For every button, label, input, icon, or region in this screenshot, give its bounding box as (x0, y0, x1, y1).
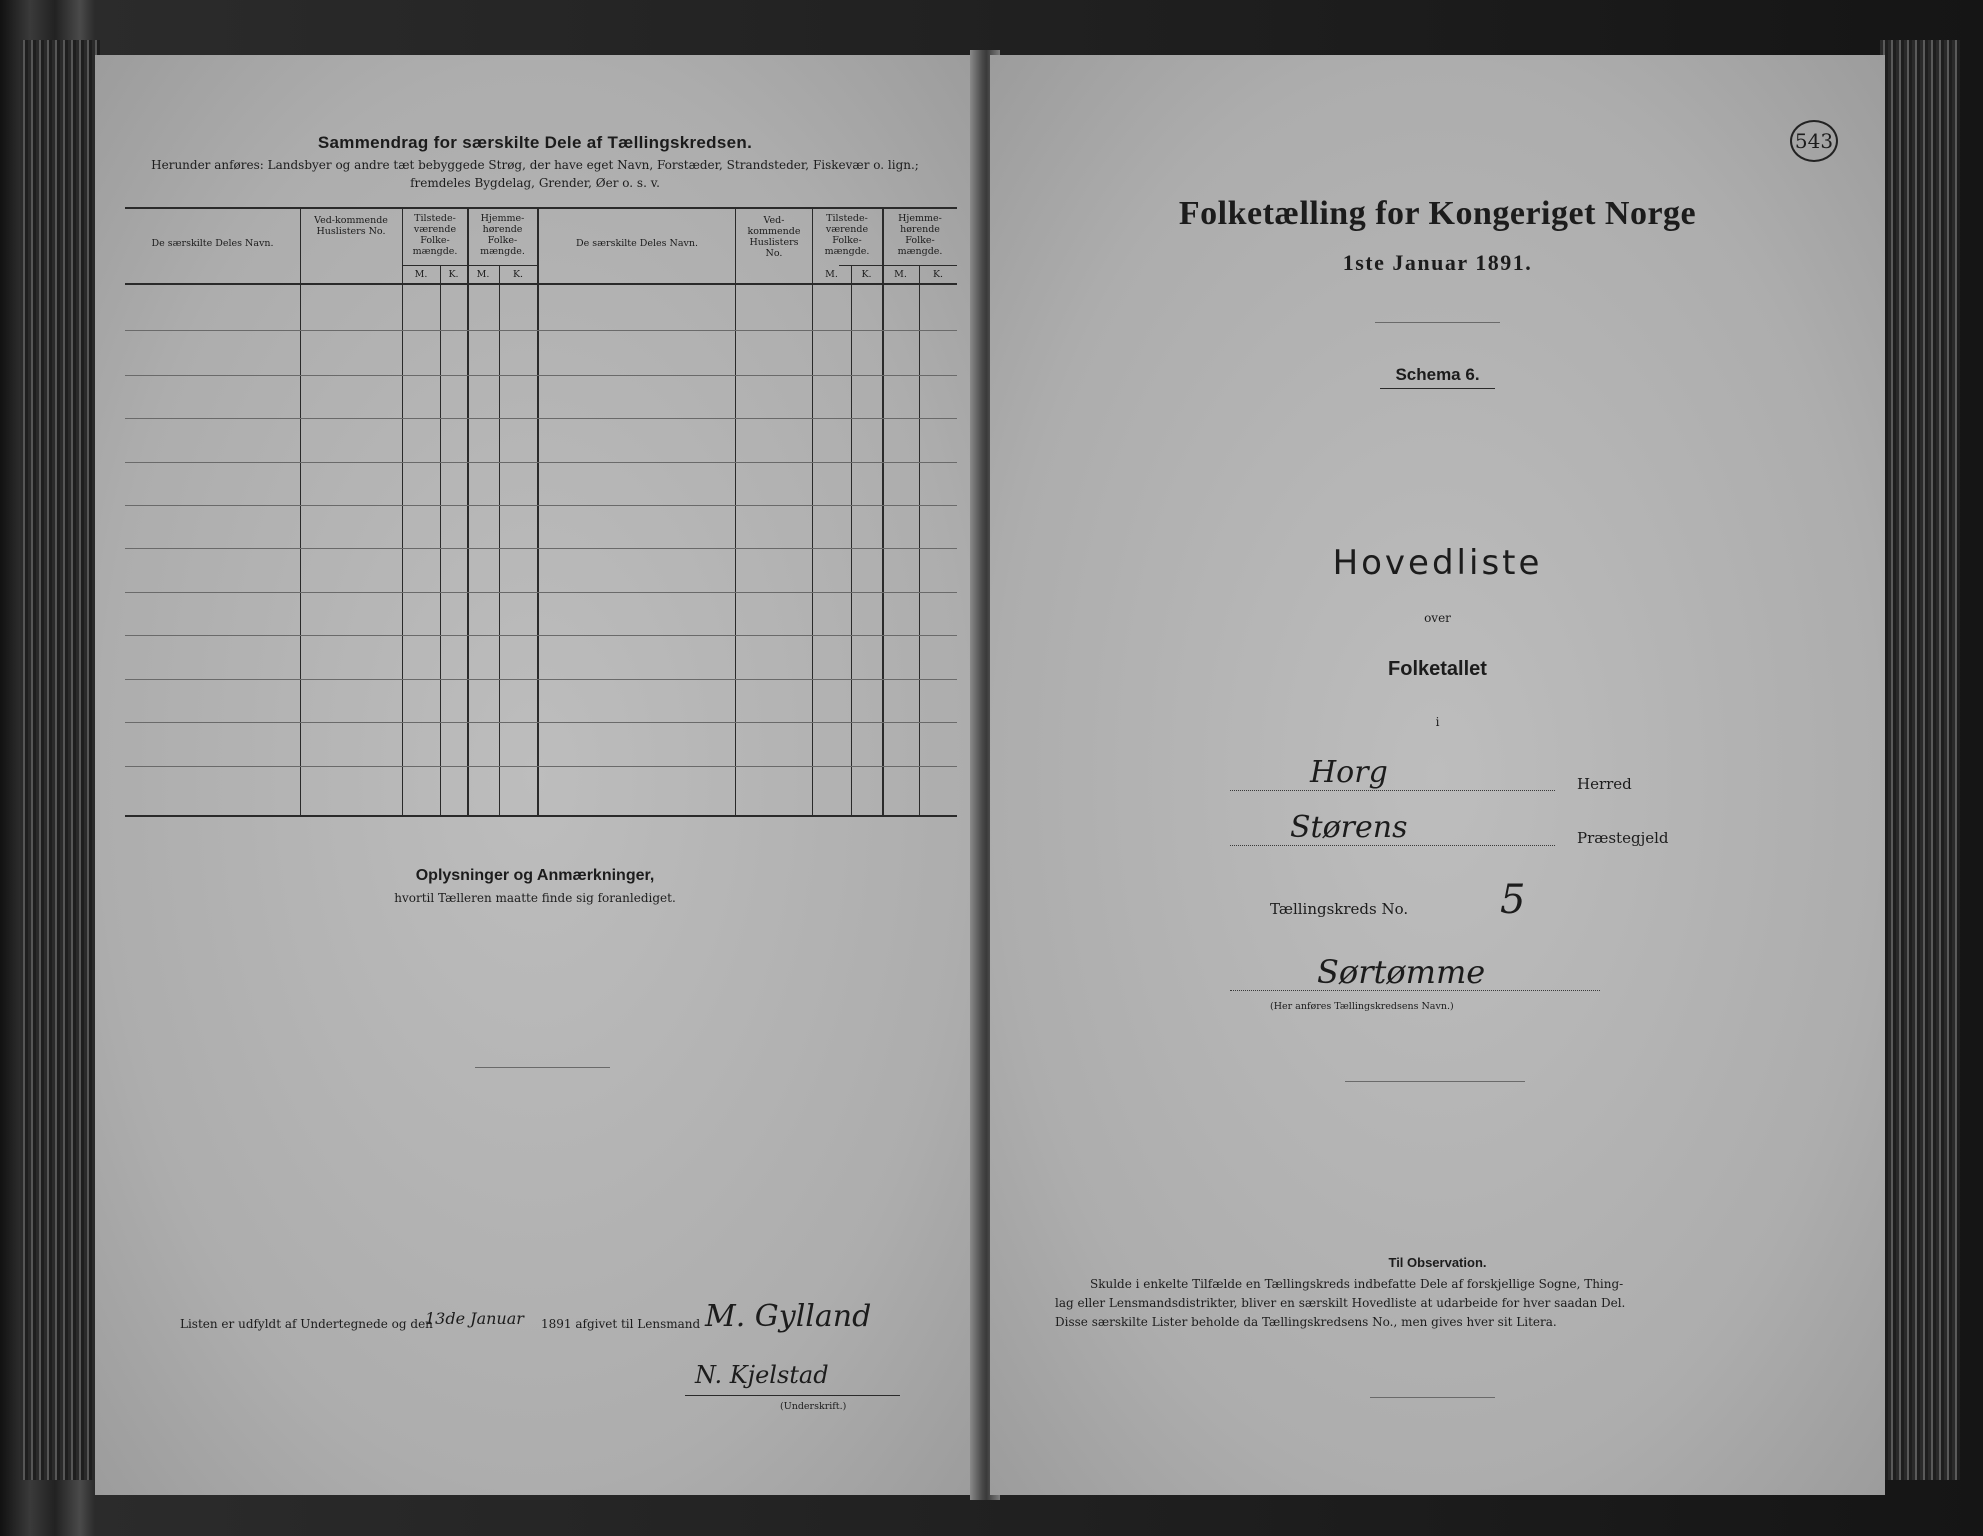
col-header-tilstede-1: Tilstede-værende Folke-mængde. (412, 213, 458, 257)
col-header-hjemme-1: Hjemme-hørende Folke-mængde. (480, 213, 525, 257)
summary-subheading-line2: fremdeles Bygdelag, Grender, Øer o. s. v. (410, 176, 660, 190)
prestegjeld-value: Størens (1290, 810, 1408, 845)
census-date: 1ste Januar 1891. (1342, 250, 1533, 275)
krets-name-label: (Her anføres Tællingskredsens Navn.) (1270, 1001, 1454, 1012)
col-m-2: M. (476, 269, 490, 280)
col-header-tilstede-2: Tilstede-værende Folke-mængde. (824, 213, 870, 257)
summary-subheading-line1: Herunder anføres: Landsbyer og andre tæt bebyggede Strøg, der have eget Navn, Forstæder, Strandsteder, Fiskevær o. lign.; (151, 158, 919, 172)
notes-subheading: hvortil Tælleren maatte finde sig foranlediget. (394, 891, 676, 905)
krets-label: Tællingskreds No. (1270, 900, 1409, 918)
i-label: i (1435, 715, 1440, 729)
col-k-1: K. (448, 269, 459, 280)
col-k-3: K. (861, 269, 872, 280)
footer-text-a: Listen er udfyldt af Undertegnede og den (180, 1317, 433, 1331)
schema-label: Schema 6. (1395, 365, 1480, 384)
col-header-hjemme-2: Hjemme-hørende Folke-mængde. (897, 213, 943, 257)
over-label: over (1424, 611, 1451, 625)
col-header-name-1: De særskilte Deles Navn. (151, 238, 274, 249)
col-header-husliste-2: Ved-kommende Huslisters No. (747, 215, 801, 259)
herred-label: Herred (1577, 775, 1632, 793)
left-page (95, 55, 975, 1495)
observation-line2: lag eller Lensmandsdistrikter, bliver en særskilt Hovedliste at udarbeide for hver saadan Del. (1055, 1296, 1626, 1310)
right-page-edges (1880, 40, 1960, 1480)
signature-label: (Underskrift.) (780, 1401, 847, 1412)
observation-heading: Til Observation. (1388, 1255, 1487, 1270)
footer-date: 13de Januar (425, 1309, 524, 1328)
col-m-3: M. (825, 269, 838, 280)
krets-name-value: Sørtømme (1317, 953, 1486, 991)
census-title: Folketælling for Kongeriget Norge (1178, 195, 1697, 232)
herred-value: Horg (1310, 755, 1388, 790)
footer-text-b: 1891 afgivet til Lensmand (541, 1317, 701, 1331)
krets-value: 5 (1500, 877, 1526, 923)
page-number-stamp: 543 (1790, 120, 1838, 162)
col-k-2: K. (512, 269, 524, 280)
col-m-1: M. (414, 269, 428, 280)
signature: N. Kjelstad (695, 1361, 829, 1389)
left-page-edges (20, 40, 100, 1480)
prestegjeld-label: Præstegjeld (1577, 829, 1669, 847)
folketallet-label: Folketallet (1388, 658, 1487, 680)
col-header-name-2: De særskilte Deles Navn. (575, 238, 699, 249)
notes-heading: Oplysninger og Anmærkninger, (415, 867, 655, 884)
col-header-husliste-1: Ved-kommende Huslisters No. (314, 215, 388, 237)
observation-line3: Disse særskilte Lister beholde da Tællingskredsens No., men gives hver sit Litera. (1055, 1315, 1557, 1329)
lensmand-name: M. Gylland (705, 1299, 872, 1334)
summary-heading: Sammendrag for særskilte Dele af Tællingskredsen. (317, 133, 753, 152)
col-m-4: M. (894, 269, 907, 280)
observation-line1: Skulde i enkelte Tilfælde en Tællingskreds indbefatte Dele af forskjellige Sogne, Thing- (1090, 1277, 1624, 1291)
hovedliste-title: Hovedliste (1332, 543, 1543, 583)
right-page (990, 55, 1885, 1495)
col-k-4: K. (932, 269, 944, 280)
